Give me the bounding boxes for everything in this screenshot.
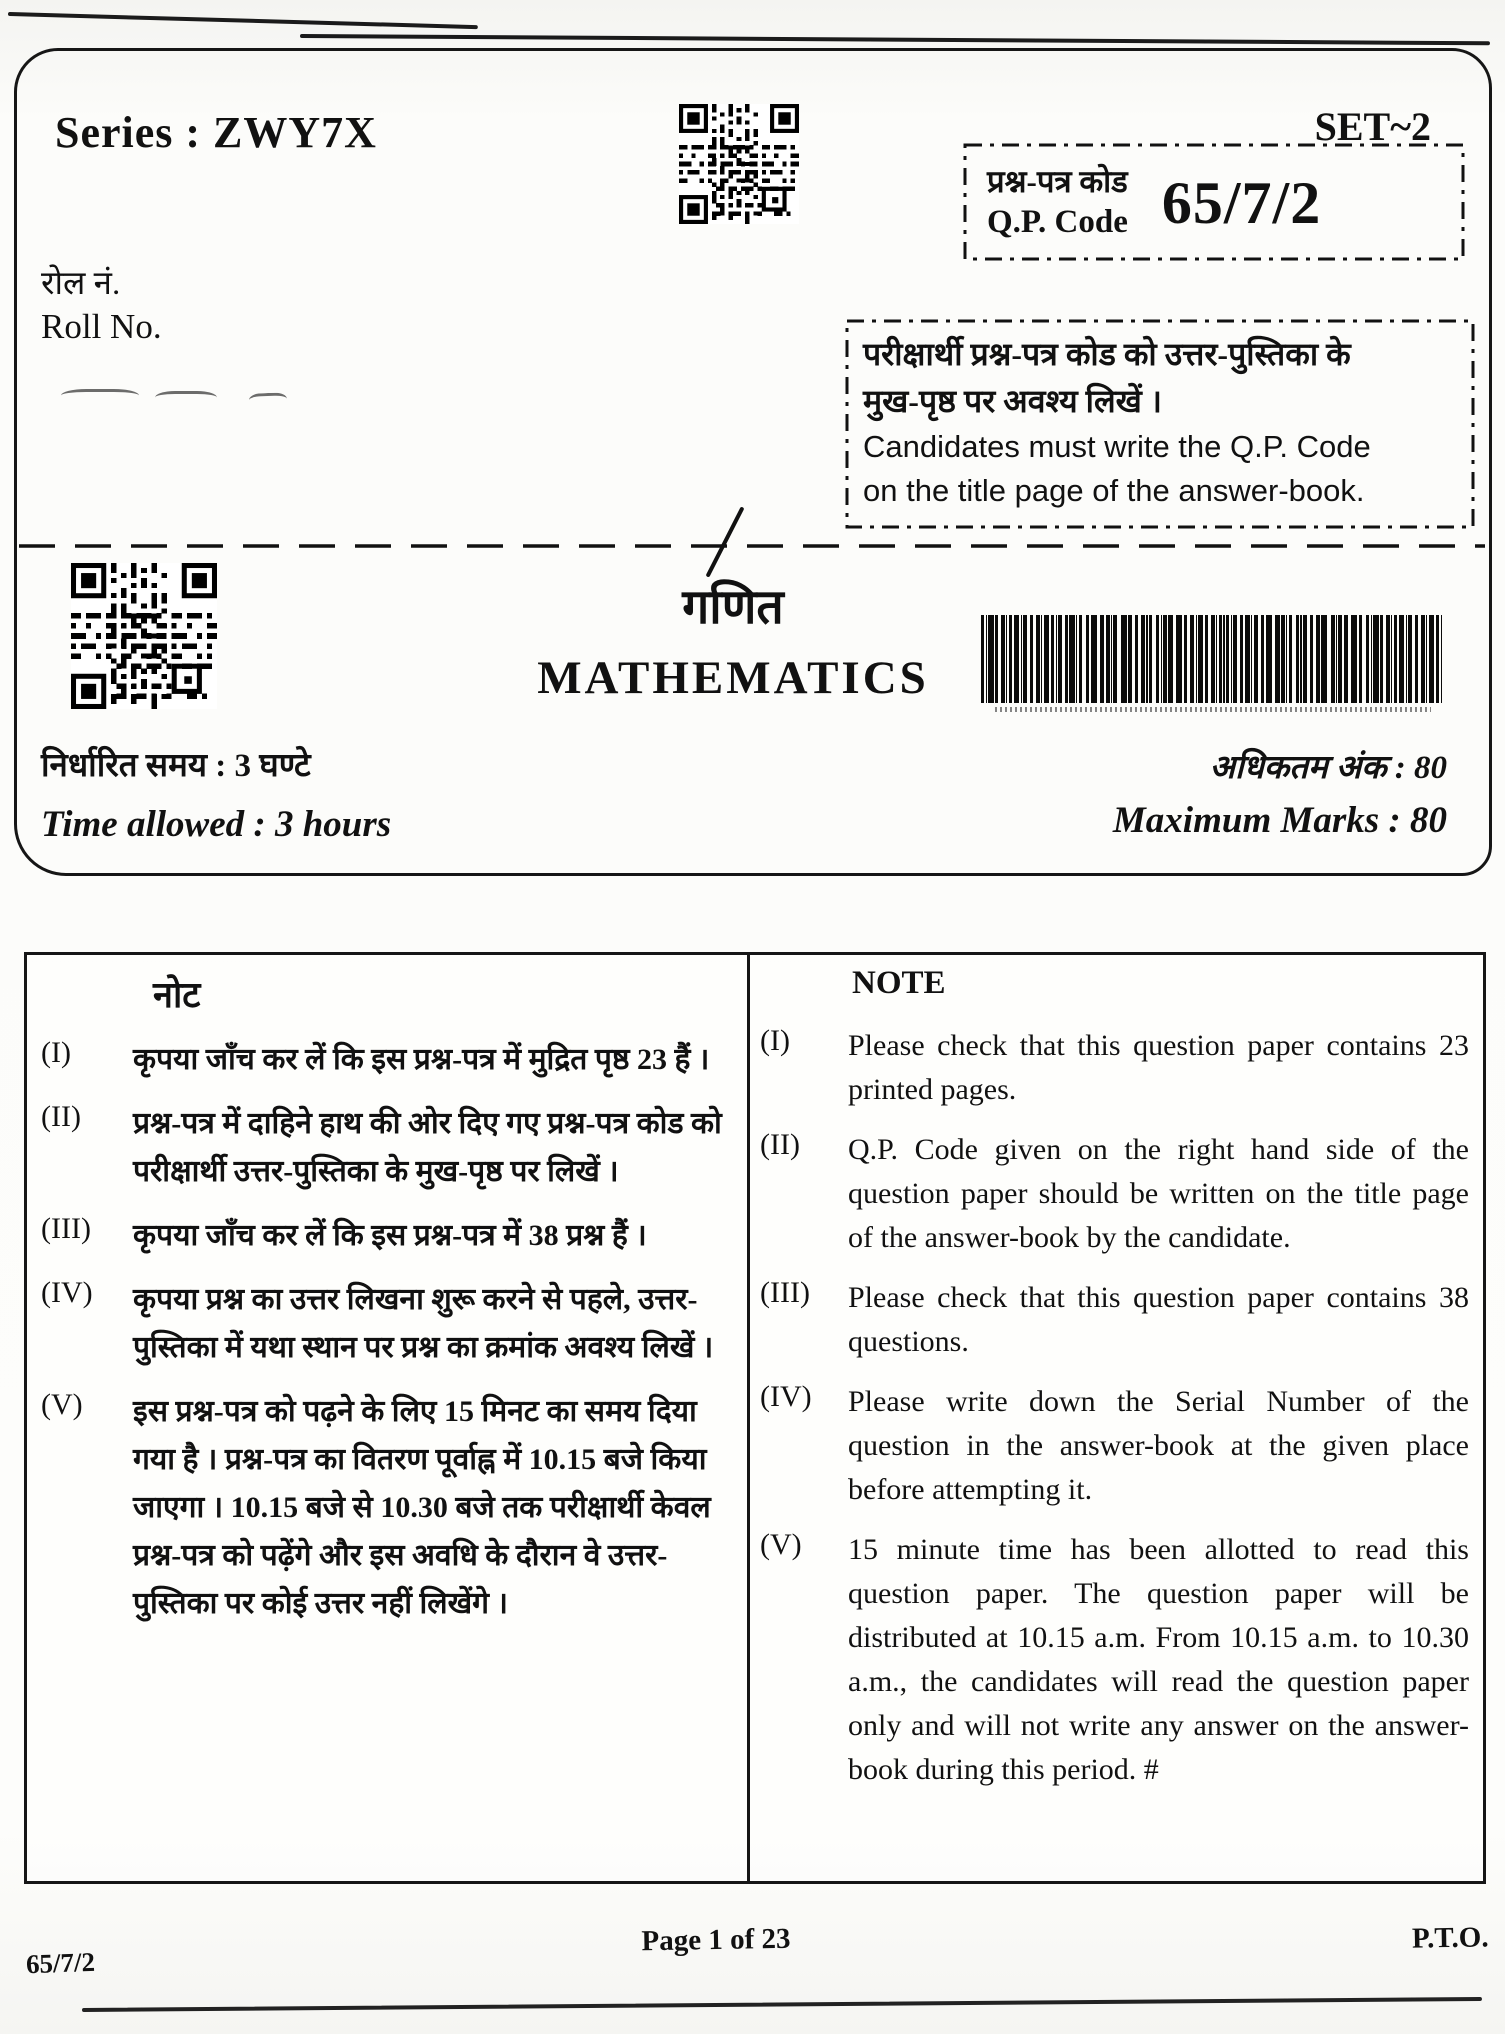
- barcode-caption-microtext: [995, 707, 1431, 712]
- scan-line-bottom: [82, 1997, 1482, 2012]
- candidates-note-hindi-line2: मुख-पृष्ठ पर अवश्य लिखें ।: [863, 383, 1162, 419]
- note-column-hindi: [27, 955, 747, 1881]
- item-numeral: (II): [760, 1128, 800, 1161]
- series-label: Series : ZWY7X: [55, 108, 377, 157]
- note-item-hindi: [41, 1036, 741, 1084]
- maximum-marks-hindi: अधिकतम अंक : 80: [1209, 750, 1447, 786]
- note-header-english: NOTE: [852, 965, 946, 1001]
- note-header-hindi: नोट: [153, 975, 201, 1015]
- note-item-english: [760, 1128, 1469, 1260]
- roll-no-mark: [61, 389, 139, 402]
- item-text: Q.P. Code given on the right hand side of the question paper should be written on the title page of the answer-book by the candidate.: [848, 1133, 1469, 1254]
- barcode: [981, 615, 1443, 703]
- item-numeral: (IV): [41, 1276, 93, 1309]
- item-numeral: (III): [760, 1276, 810, 1309]
- qp-code-label-hindi: प्रश्न-पत्र कोड: [987, 164, 1128, 199]
- candidates-instruction-box: [845, 319, 1475, 529]
- item-text: इस प्रश्न-पत्र को पढ़ने के लिए 15 मिनट का समय दिया गया है । प्रश्न-पत्र का वितरण पूर्वाह्न में 10.15 बजे किया जाएगा । 10.15 बजे से 10.30 बजे तक परीक्षार्थी केवल प्रश्न-पत्र को पढ़ेंगे और इस अवधि के दौरान वे उत्तर-पुस्तिका पर कोई उत्तर नहीं लिखेंगे ।: [133, 1395, 711, 1620]
- candidates-note-english-line2: on the title page of the answer-book.: [863, 473, 1365, 508]
- footer-paper-code: 65/7/2: [25, 1946, 96, 1980]
- note-item-hindi: [41, 1100, 741, 1196]
- item-text: प्रश्न-पत्र में दाहिने हाथ की ओर दिए गए प्रश्न-पत्र कोड को परीक्षार्थी उत्तर-पुस्तिका के मुख-पृष्ठ पर लिखें ।: [133, 1107, 722, 1188]
- maximum-marks-english: Maximum Marks : 80: [1112, 800, 1447, 841]
- qp-code-value: 65/7/2: [1161, 169, 1322, 236]
- dashed-separator: [19, 543, 1485, 549]
- pen-slash-mark: [706, 506, 745, 577]
- qp-code-box: [963, 143, 1465, 261]
- item-numeral: (III): [41, 1212, 91, 1245]
- subject-title-english: MATHEMATICS: [537, 652, 929, 704]
- item-numeral: (V): [760, 1528, 802, 1561]
- note-item-english: [760, 1380, 1469, 1512]
- item-text: कृपया जाँच कर लें कि इस प्रश्न-पत्र में 38 प्रश्न हैं ।: [133, 1219, 647, 1252]
- time-allowed-english: Time allowed : 3 hours: [41, 804, 392, 845]
- item-numeral: (I): [760, 1024, 790, 1057]
- roll-no-mark: [249, 392, 287, 406]
- roll-no-mark: [155, 391, 217, 404]
- item-numeral: (I): [41, 1036, 71, 1069]
- note-column-english: [750, 955, 1483, 1881]
- set-label: SET~2: [1314, 104, 1431, 149]
- item-text: कृपया प्रश्न का उत्तर लिखना शुरू करने से पहले, उत्तर-पुस्तिका में यथा स्थान पर प्रश्न का क्रमांक अवश्य लिखें ।: [133, 1283, 714, 1364]
- note-item-hindi: [41, 1276, 741, 1372]
- item-text: 15 minute time has been allotted to read this question paper. The question paper will be distributed at 10.15 a.m. From 10.15 a.m. to 10.30 a.m., the candidates will read the question paper only and will not write any answer on the answer-book during this period. #: [848, 1533, 1469, 1786]
- note-item-english: [760, 1276, 1469, 1364]
- note-item-hindi: [41, 1212, 741, 1260]
- footer-page-number: Page 1 of 23: [641, 1922, 791, 1958]
- scan-line-top-left: [8, 12, 478, 29]
- roll-no-label-english: Roll No.: [41, 307, 162, 346]
- item-text: Please write down the Serial Number of the question in the answer-book at the given place before attempting it.: [848, 1385, 1469, 1506]
- note-item-hindi: [41, 1388, 741, 1628]
- scan-line-top: [300, 34, 1490, 45]
- candidates-note-hindi-line1: परीक्षार्थी प्रश्न-पत्र कोड को उत्तर-पुस्तिका के: [863, 336, 1351, 372]
- header-box: [14, 48, 1492, 876]
- item-numeral: (V): [41, 1388, 83, 1421]
- item-numeral: (IV): [760, 1380, 812, 1413]
- roll-no-label-hindi: रोल नं.: [41, 266, 121, 302]
- time-allowed-hindi: निर्धारित समय : 3 घण्टे: [41, 748, 311, 784]
- qr-code-icon: [679, 103, 799, 225]
- item-text: Please check that this question paper contains 23 printed pages.: [848, 1029, 1469, 1106]
- note-item-english: [760, 1024, 1469, 1112]
- item-numeral: (II): [41, 1100, 81, 1133]
- note-table: [24, 952, 1486, 1884]
- item-text: कृपया जाँच कर लें कि इस प्रश्न-पत्र में मुद्रित पृष्ठ 23 हैं ।: [133, 1043, 710, 1076]
- note-item-english: [760, 1528, 1469, 1792]
- qp-code-label-english: Q.P. Code: [987, 203, 1128, 240]
- item-text: Please check that this question paper contains 38 questions.: [848, 1281, 1469, 1358]
- subject-title-hindi: गणित: [682, 581, 784, 634]
- candidates-note-english-line1: Candidates must write the Q.P. Code: [863, 429, 1371, 464]
- footer-pto: P.T.O.: [1412, 1921, 1490, 1955]
